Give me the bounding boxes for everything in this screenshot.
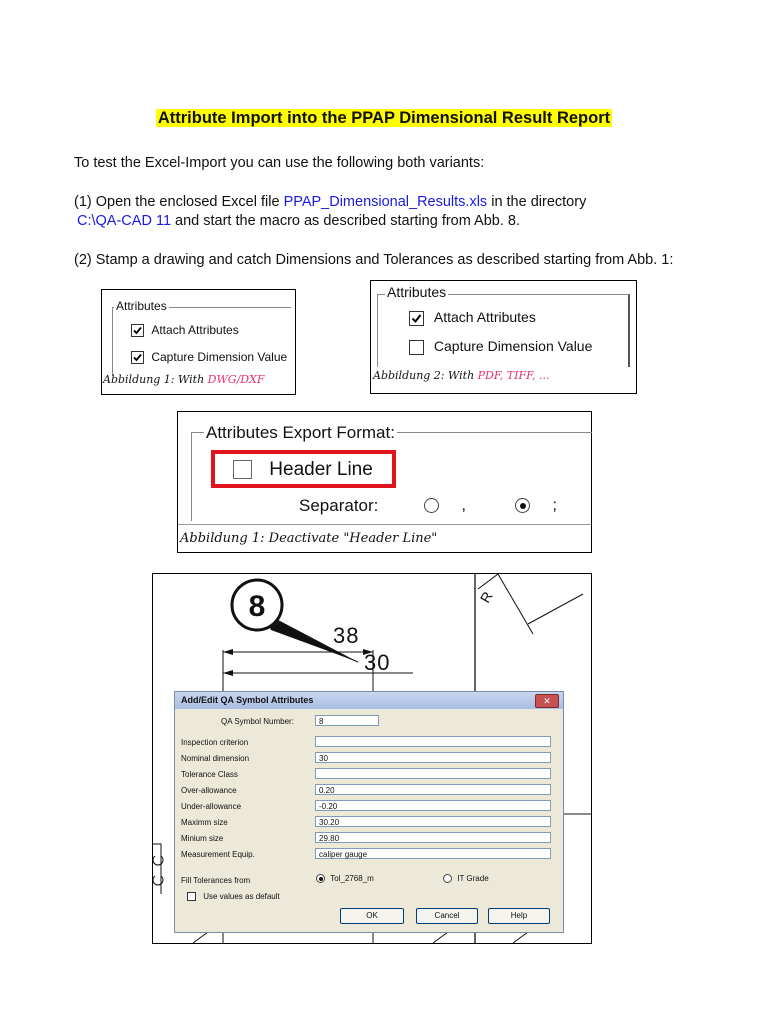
variant2-text: (2) Stamp a drawing and catch Dimensions and Tolerances as described starting from Abb. 1: [74, 252, 674, 268]
fig2-attach-checkbox[interactable] [409, 311, 424, 326]
tol-2768-label: Tol_2768_m [330, 874, 374, 883]
fig2-capture-checkbox-row[interactable] [409, 338, 592, 355]
use-default-checkbox[interactable] [187, 892, 196, 901]
fill-tolerances-label: Fill Tolerances from [181, 876, 251, 885]
fig1-caption-highlight: DWG/DXF [207, 373, 265, 386]
fig2-caption [373, 369, 550, 382]
fig2-attach-checkbox-row[interactable] [409, 309, 536, 326]
variant1-prefix: (1) Open the enclosed Excel file [74, 194, 284, 210]
fig2-attach-label: Attach Attributes [433, 309, 536, 325]
it-grade-label: IT Grade [457, 874, 489, 883]
fig2-capture-checkbox[interactable] [409, 340, 424, 355]
separator-comma-label: , [461, 497, 466, 514]
cancel-button[interactable]: Cancel [416, 908, 478, 924]
use-default-checkbox-row[interactable] [187, 892, 280, 901]
fig2-caption-highlight: PDF, TIFF, ... [477, 369, 550, 382]
header-line-label: Header Line [269, 459, 373, 480]
svg-text:R: R [476, 588, 496, 606]
figure-4-drawing [152, 573, 592, 944]
fig1-attach-checkbox-row[interactable] [131, 323, 239, 337]
field-input[interactable]: 29.80 [315, 832, 551, 843]
separator-label: Separator: [299, 496, 379, 515]
fig2-capture-label: Capture Dimension Value [433, 338, 593, 354]
use-default-label: Use values as default [203, 892, 280, 901]
symbol-number-label: QA Symbol Number: [221, 717, 294, 726]
intro-text: To test the Excel-Import you can use the following both variants: [74, 155, 485, 171]
page-title-text: Attribute Import into the PPAP Dimensional Result Report [157, 109, 611, 127]
fig1-caption [103, 373, 265, 386]
fig1-capture-label: Capture Dimension Value [151, 350, 288, 364]
field-label: Inspection criterion [181, 738, 249, 747]
balloon-number: 8 [248, 590, 266, 623]
field-input[interactable]: -0.20 [315, 800, 551, 811]
symbol-number-field[interactable]: 8 [315, 715, 379, 726]
dialog-title: Add/Edit QA Symbol Attributes [175, 692, 563, 709]
directory-link[interactable]: C:\QA-CAD 11 [77, 213, 172, 229]
variant1-mid: in the directory [487, 194, 587, 210]
fig1-capture-checkbox-row[interactable] [131, 350, 287, 364]
checkmark-icon [410, 312, 423, 325]
ok-button[interactable]: OK [340, 908, 404, 924]
fig1-attach-checkbox[interactable] [131, 324, 144, 337]
fig3-group-label: Attributes Export Format: [206, 423, 395, 442]
dimension-38: 38 [333, 623, 360, 648]
fig1-attributes-group [112, 307, 291, 376]
variant1-line1 [74, 193, 586, 212]
field-input[interactable]: 0.20 [315, 784, 551, 795]
fig1-group-label: Attributes [116, 299, 167, 313]
field-input[interactable]: 30.20 [315, 816, 551, 827]
tol-2768-radio[interactable] [316, 874, 325, 883]
separator-comma-radio[interactable] [424, 498, 439, 513]
separator-semicolon-label: ; [552, 497, 557, 514]
field-label: Measurement Equip. [181, 850, 255, 859]
fig1-attach-label: Attach Attributes [151, 323, 239, 337]
field-label: Over-allowance [181, 786, 237, 795]
variant1-suffix: and start the macro as described starting from Abb. 8. [171, 213, 520, 229]
field-input[interactable] [315, 768, 551, 779]
header-line-checkbox-row[interactable] [233, 459, 373, 481]
figure-1 [101, 289, 296, 395]
figure-2 [370, 280, 637, 394]
dimension-30: 30 [364, 650, 391, 675]
help-button[interactable]: Help [488, 908, 550, 924]
field-label: Nominal dimension [181, 754, 250, 763]
close-button[interactable]: ✕ [535, 694, 559, 708]
variant1-line2 [77, 212, 520, 231]
page-title [0, 109, 768, 128]
separator-semicolon-option[interactable] [515, 497, 557, 515]
separator-semicolon-radio[interactable] [515, 498, 530, 513]
excel-file-link[interactable]: PPAP_Dimensional_Results.xls [283, 194, 488, 210]
separator-comma-option[interactable] [424, 497, 466, 515]
fig2-caption-prefix: Abbildung 2: With [373, 369, 478, 382]
field-input[interactable] [315, 736, 551, 747]
fig3-caption: Abbildung 1: Deactivate "Header Line" [180, 531, 438, 546]
fig1-capture-checkbox[interactable] [131, 351, 144, 364]
field-input[interactable]: caliper gauge [315, 848, 551, 859]
field-input[interactable]: 30 [315, 752, 551, 763]
figure-3 [177, 411, 592, 553]
fig2-group-label: Attributes [387, 284, 447, 300]
qa-symbol-attributes-dialog [174, 691, 564, 933]
field-label: Minium size [181, 834, 224, 843]
fig1-caption-prefix: Abbildung 1: With [103, 373, 208, 386]
field-label: Maximm size [181, 818, 228, 827]
header-line-checkbox[interactable] [233, 460, 252, 479]
fig3-caption-divider [178, 524, 591, 525]
field-label: Tolerance Class [181, 770, 238, 779]
tol-2768-option[interactable] [316, 874, 374, 883]
checkmark-icon [132, 325, 143, 336]
it-grade-radio[interactable] [443, 874, 452, 883]
fig2-attributes-group [377, 294, 630, 367]
checkmark-icon [132, 352, 143, 363]
field-label: Under-allowance [181, 802, 242, 811]
it-grade-option[interactable] [443, 874, 489, 883]
